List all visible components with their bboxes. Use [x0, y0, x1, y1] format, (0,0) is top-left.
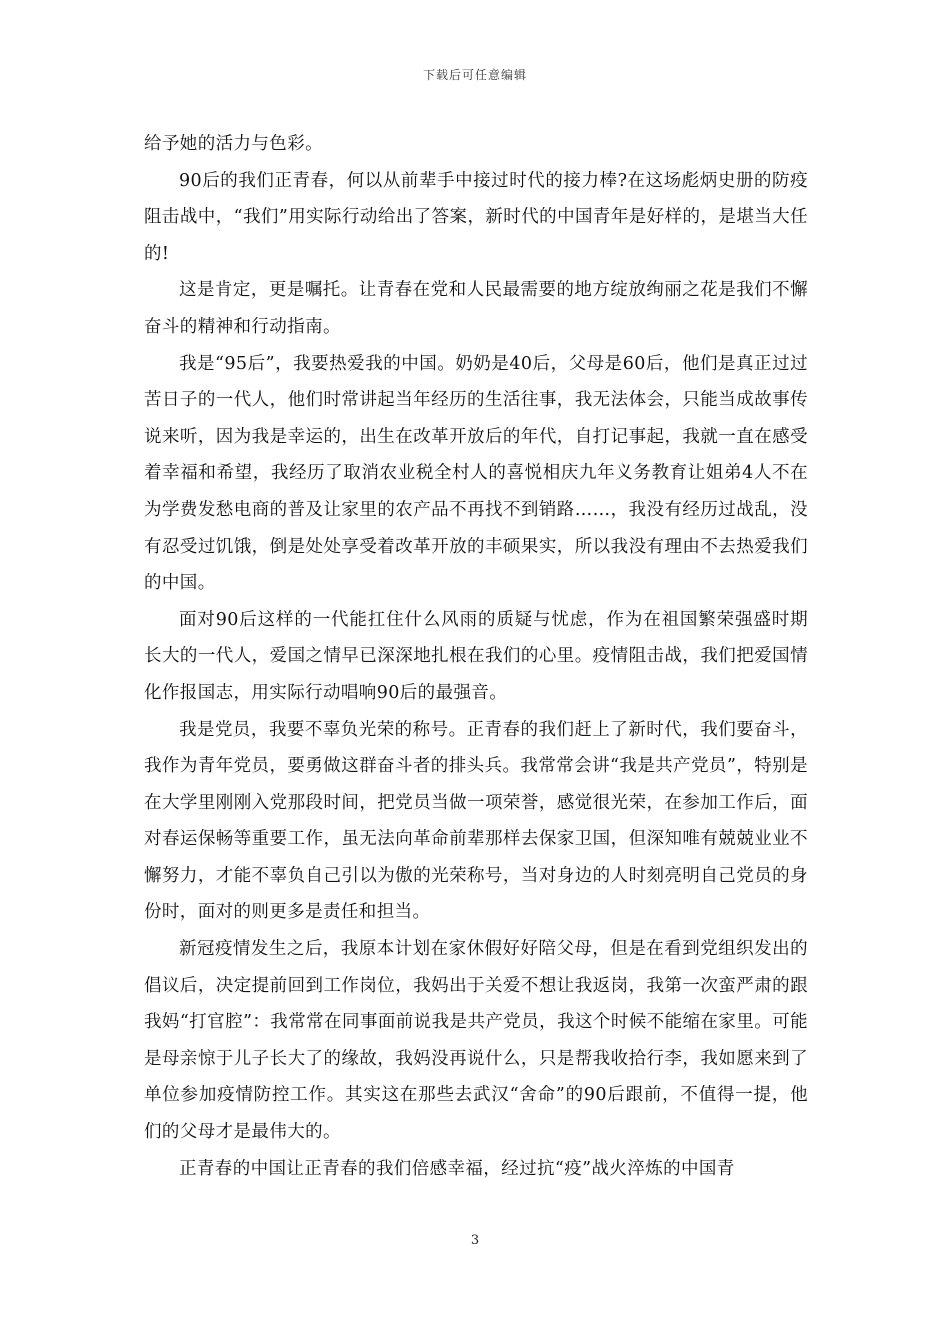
- paragraph: 给予她的活力与色彩。: [144, 134, 323, 154]
- paragraph: 新冠疫情发生之后，我原本计划在家休假好好陪父母，但是在看到党组织发出的倡议后，决定提前回到工作岗位，我妈出于关爱不想让我返岗，我第一次蛮严肃的跟我妈“打官腔”：我常常在同事面前说我是共产党员，我这个时候不能缩在家里。可能是母亲惊于儿子长大了的缘故，我妈没再说什么，只是帮我收拾行李，我如愿来到了单位参加疫情防控工作。其实这在那些去武汉“舍命”的90后跟前，不值得一提，他们的父母才是最伟大的。: [144, 939, 808, 1143]
- paragraph: 面对90后这样的一代能扛住什么风雨的质疑与忧虑，作为在祖国繁荣强盛时期长大的一代人，爱国之情早已深深地扎根在我们的心里。疫情阻击战，我们把爱国情化作报国志，用实际行动唱响90后的最强音。: [144, 609, 808, 703]
- page-header: 下载后可任意编辑: [422, 68, 527, 82]
- paragraph: 90后的我们正青春，何以从前辈手中接过时代的接力棒?在这场彪炳史册的防疫阻击战中，“我们”用实际行动给出了答案，新时代的中国青年是好样的，是堪当大任的!: [144, 170, 808, 264]
- paragraph: 我是党员，我要不辜负光荣的称号。正青春的我们赶上了新时代，我们要奋斗，我作为青年党员，要勇做这群奋斗者的排头兵。我常常会讲“我是共产党员”，特别是在大学里刚刚入党那段时间，把党员当做一项荣誉，感觉很光荣，在参加工作后，面对春运保畅等重要工作，虽无法向革命前辈那样去保家卫国，但深知唯有兢兢业业不懈努力，才能不辜负自己引以为傲的光荣称号，当对身边的人时刻亮明自己党员的身份时，面对的则更多是责任和担当。: [144, 719, 808, 923]
- page-number: 3: [470, 1233, 480, 1248]
- document-body: [144, 126, 808, 1187]
- paragraph: 我是“95后”，我要热爱我的中国。奶奶是40后，父母是60后，他们是真正过过苦日子的一代人，他们时常讲起当年经历的生活往事，我无法体会，只能当成故事传说来听，因为我是幸运的，出生在改革开放后的年代，自打记事起，我就一直在感受着幸福和希望，我经历了取消农业税全村人的喜悦相庆九年义务教育让姐弟4人不在为学费发愁电商的普及让家里的农产品不再找不到销路……，我没有经历过战乱，没有忍受过饥饿，倒是处处享受着改革开放的丰硕果实，所以我没有理由不去热爱我们的中国。: [144, 353, 808, 594]
- paragraph: 这是肯定，更是嘱托。让青春在党和人民最需要的地方绽放绚丽之花是我们不懈奋斗的精神和行动指南。: [144, 280, 808, 337]
- paragraph: 正青春的中国让正青春的我们倍感幸福，经过抗“疫”战火淬炼的中国青: [179, 1158, 735, 1179]
